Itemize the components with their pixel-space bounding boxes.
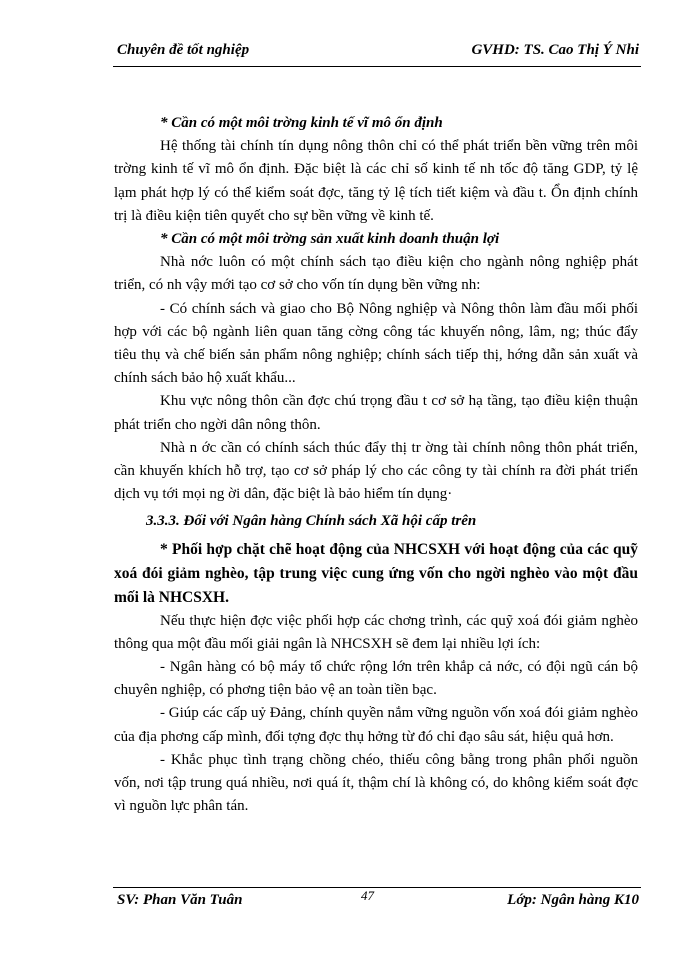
paragraph: Khu vực nông thôn cần đợc chú trọng đầu t cơ sở hạ tầng, tạo điều kiện thuận phát triển cho ngời dân nông thôn. (114, 393, 638, 433)
paragraph: Hệ thống tài chính tín dụng nông thôn chỉ có thể phát triển bền vững trên môi trờng kinh tế vĩ mô ổn định. Đặc biệt là các chỉ số kinh tế nh tốc độ tăng GDP, tỷ lệ lạm phát hợp lý có thể kiểm soát đợc, tăng tỷ lệ tích tiết kiệm và đầu t. Ổn định chính trị là điều kiện tiên quyết cho sự bền vững về kinh tế. (114, 138, 638, 224)
paragraph: - Ngân hàng có bộ máy tổ chức rộng lớn trên khắp cả nớc, có đội ngũ cán bộ chuyên nghiệp, có phơng tiện bảo vệ an toàn tiền bạc. (114, 659, 638, 699)
footer-student: SV: Phan Văn Tuân (117, 892, 243, 908)
page-body (114, 112, 638, 818)
paragraph: Nếu thực hiện đợc việc phối hợp các chơng trình, các quỹ xoá đói giảm nghèo thông qua một đầu mối giải ngân là NHCSXH sẽ đem lại nhiều lợi ích: (114, 612, 638, 652)
subheading-macro-environment: * Cần có một môi trờng kinh tế vĩ mô ổn định (160, 115, 443, 131)
header-advisor: GVHD: TS. Cao Thị Ý Nhi (471, 42, 639, 58)
page-header (113, 40, 641, 62)
header-document-title: Chuyên đề tốt nghiệp (117, 42, 250, 58)
paragraph: - Có chính sách và giao cho Bộ Nông nghiệp và Nông thôn làm đầu mối phối hợp với các bộ ngành liên quan tăng cờng công tác khuyến nông, lâm, ng; thúc đẩy tiêu thụ và chế biến sản phẩm nông nghiệp; chính sách tiếp thị, hớng dẫn sản xuất và chính sách bảo hộ xuất khẩu... (114, 300, 638, 387)
page-number: 47 (361, 888, 374, 903)
footer-rule (113, 887, 641, 888)
paragraph: Nhà n ớc cần có chính sách thúc đẩy thị tr ờng tài chính nông thôn phát triển, cần khuyến khích hỗ trợ, tạo cơ sở pháp lý cho các công ty tài chính ra đời phát triển dịch vụ tới mọi ng ời dân, đặc biệt là bảo hiểm tín dụng· (114, 439, 638, 503)
page-footer (113, 890, 641, 912)
header-rule (113, 66, 641, 67)
footer-class: Lớp: Ngân hàng K10 (507, 892, 639, 908)
bold-paragraph: * Phối hợp chặt chẽ hoạt động của NHCSXH với hoạt động của các quỹ xoá đói giảm nghèo, tập trung việc cung ứng vốn cho ngời nghèo vào một đầu mối là NHCSXH. (114, 540, 638, 606)
section-heading: 3.3.3. Đối với Ngân hàng Chính sách Xã hội cấp trên (146, 513, 477, 530)
paragraph: - Khắc phục tình trạng chồng chéo, thiếu công bằng trong phân phối nguồn vốn, nơi tập trung quá nhiều, nơi quá ít, thậm chí là không có, do không kiểm soát đợc vì nguồn lực phân tán. (114, 751, 638, 815)
paragraph: - Giúp các cấp uỷ Đảng, chính quyền nắm vững nguồn vốn xoá đói giảm nghèo của địa phơng cấp mình, đối tợng đợc thụ hởng từ đó chỉ đạo sâu sát, hiệu quả hơn. (114, 705, 638, 745)
paragraph: Nhà nớc luôn có một chính sách tạo điều kiện cho ngành nông nghiệp phát triển, có nh vậy mới tạo cơ sở cho vốn tín dụng bền vững nh: (114, 254, 638, 294)
subheading-business-environment: * Cần có một môi trờng sản xuất kinh doanh thuận lợi (160, 231, 500, 248)
